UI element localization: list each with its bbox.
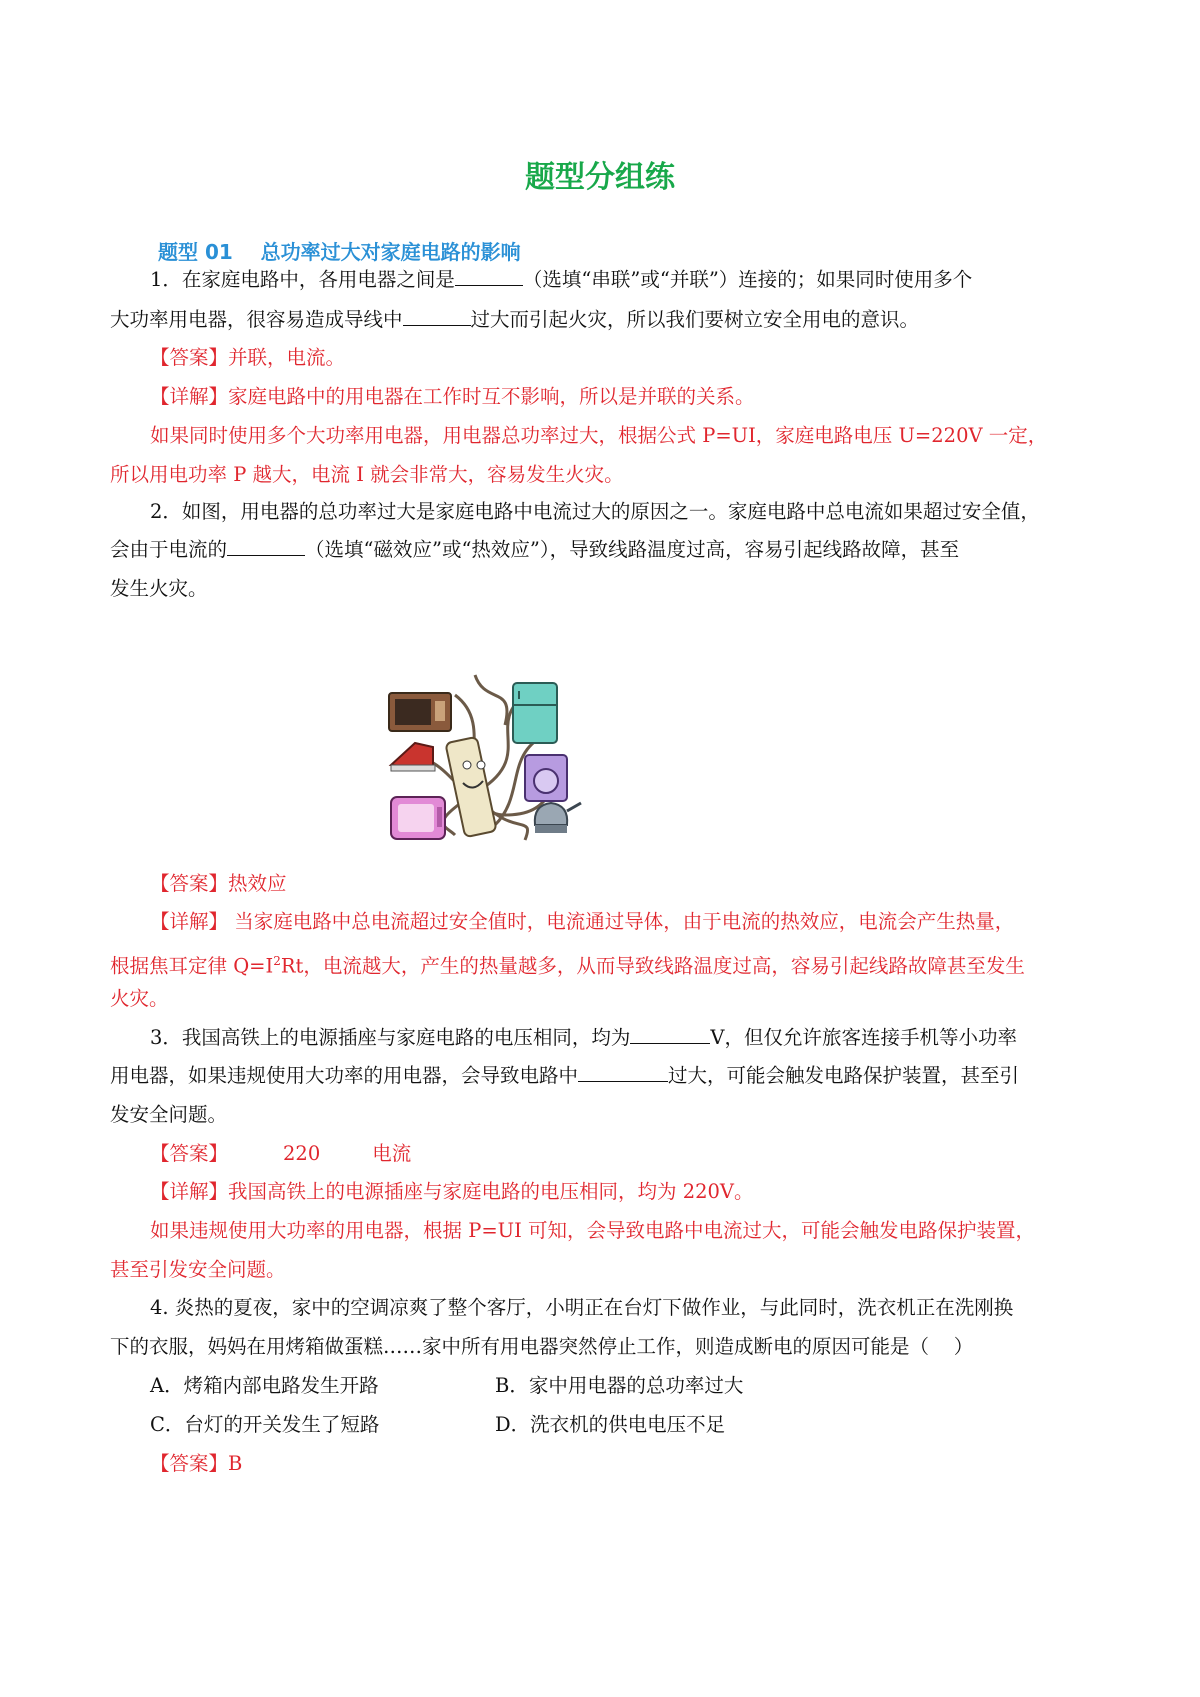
q2-line-3: 发生火灾。 [110,577,208,600]
q3-detail-3: 甚至引发安全问题。 [110,1258,286,1281]
q2-answer: 【答案】热效应 [150,872,287,895]
kettle-icon [535,803,581,833]
q4-line-2: 下的衣服，妈妈在用烤箱做蛋糕……家中所有用电器突然停止工作，则造成断电的原因可能是（ ） [110,1335,974,1358]
iron-icon [391,743,435,771]
q2-blank-1[interactable] [227,537,305,556]
q2-detail-3: 火灾。 [110,987,169,1010]
q1-blank-1[interactable] [455,267,523,286]
q3-blank-2[interactable] [578,1063,668,1082]
q4-option-c[interactable]: C．台灯的开关发生了短路 [150,1413,380,1436]
q4-option-b[interactable]: B．家中用电器的总功率过大 [495,1374,744,1397]
television-icon [391,797,445,839]
power-strip-icon [445,737,496,838]
q1-detail-2: 如果同时使用多个大功率用电器，用电器总功率过大，根据公式 P=UI，家庭电路电压 U=220V 一定， [150,424,1048,447]
page-title: 题型分组练 [525,160,675,195]
q2-detail-1: 【详解】 当家庭电路中总电流超过安全值时，电流通过导体，由于电流的热效应，电流会产生热量， [150,910,1015,933]
q1-detail-1: 【详解】家庭电路中的用电器在工作时互不影响，所以是并联的关系。 [150,385,755,408]
q1-answer: 【答案】并联，电流。 [150,346,346,369]
q3-line-3: 发安全问题。 [110,1103,228,1126]
q1-detail-3: 所以用电功率 P 越大，电流 I 就会非常大，容易发生火灾。 [110,463,624,486]
q1-blank-2[interactable] [403,307,471,326]
overloaded-power-strip-illustration [385,665,607,853]
q1-line-2: 大功率用电器，很容易造成导线中 过大而引起火灾，所以我们要树立安全用电的意识。 [110,308,920,331]
refrigerator-icon [513,683,557,743]
q2-line-1: 2．如图，用电器的总功率过大是家庭电路中电流过大的原因之一。家庭电路中总电流如果超过安全值， [150,500,1040,523]
q4-option-a[interactable]: A．烤箱内部电路发生开路 [150,1374,379,1397]
q2-line-2: 会由于电流的 （选填“磁效应”或“热效应”），导致线路温度过高，容易引起线路故障，甚至 [110,538,960,561]
q3-detail-2: 如果违规使用大功率的用电器，根据 P=UI 可知，会导致电路中电流过大，可能会触发电路保护装置， [150,1219,1035,1242]
q3-detail-1: 【详解】我国高铁上的电源插座与家庭电路的电压相同，均为 220V。 [150,1180,754,1203]
microwave-icon [389,693,451,731]
q4-answer: 【答案】B [150,1452,243,1475]
section-heading: 题型 01 总功率过大对家庭电路的影响 [158,240,521,264]
q4-option-d[interactable]: D．洗衣机的供电电压不足 [495,1413,726,1436]
washing-machine-icon [525,755,567,801]
q3-answer: 【答案】 220 电流 [150,1142,412,1165]
q3-blank-1[interactable] [630,1025,710,1044]
q3-line-2: 用电器，如果违规使用大功率的用电器，会导致电路中 过大，可能会触发电路保护装置，甚至引 [110,1064,1020,1087]
q3-line-1: 3．我国高铁上的电源插座与家庭电路的电压相同，均为 V，但仅允许旅客连接手机等小功率 [150,1026,1018,1049]
q2-detail-2: 根据焦耳定律 $Q=I^2Rt$，电流越大，产生的热量越多，从而导致线路温度过高，容易引起线路故障甚至发生 [110,954,1025,978]
q4-line-1: 4. 炎热的夏夜，家中的空调凉爽了整个客厅，小明正在台灯下做作业，与此同时，洗衣机正在洗刚换 [150,1296,1014,1319]
q1-line-1: 1．在家庭电路中，各用电器之间是 （选填“串联”或“并联”）连接的；如果同时使用多个 [150,268,973,291]
